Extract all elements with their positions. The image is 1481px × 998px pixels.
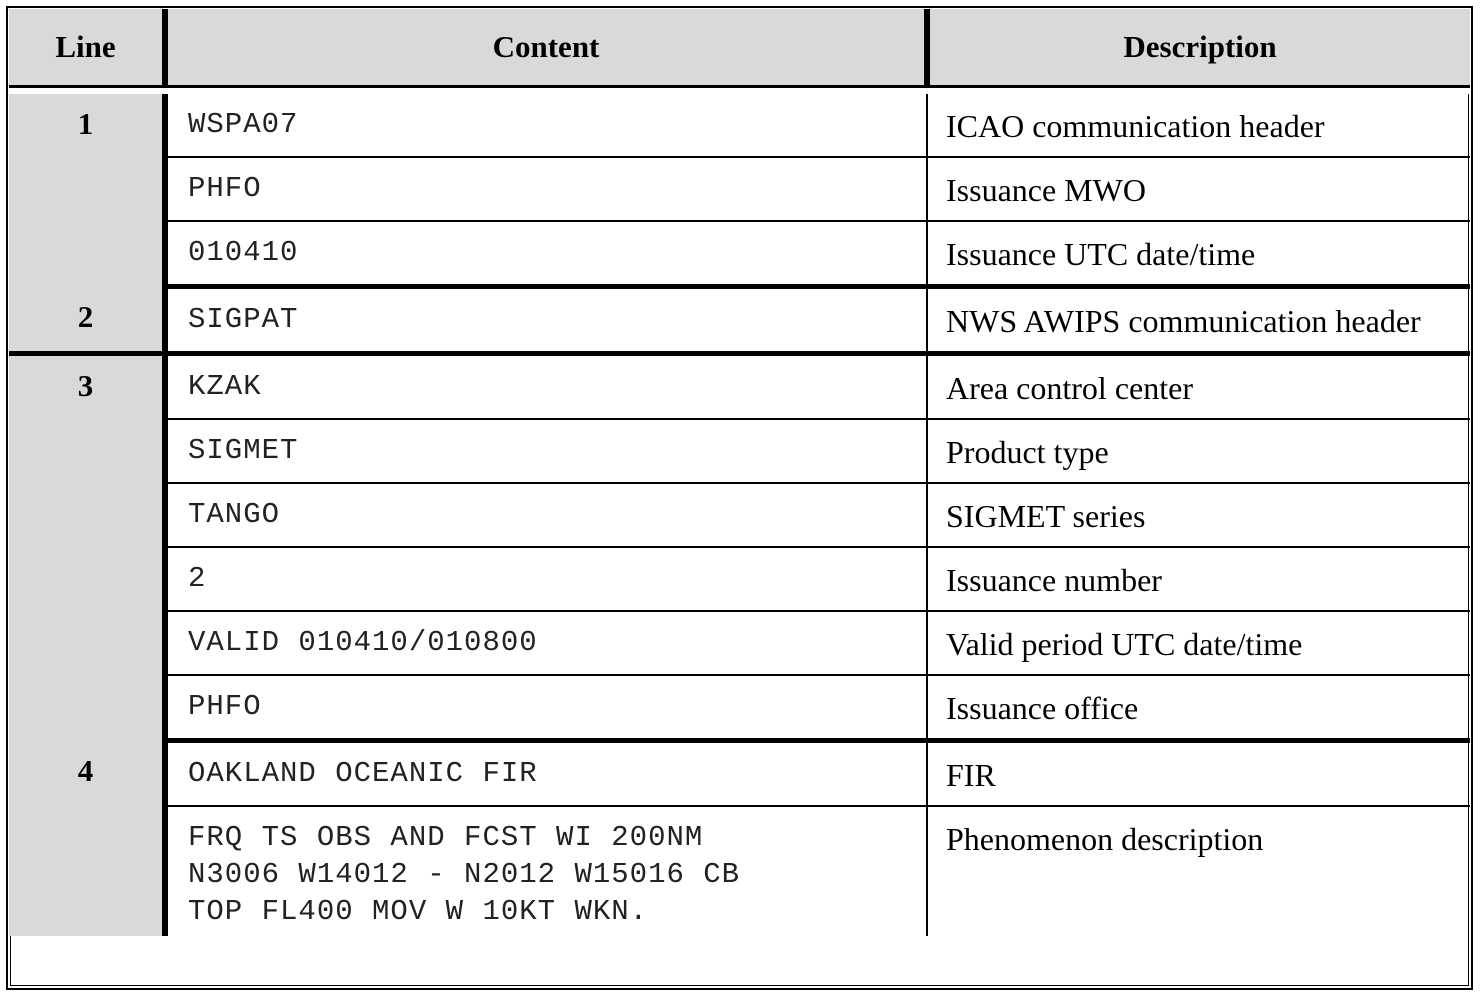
description-cell: ICAO communication header <box>927 94 1470 157</box>
line-number-cell: 2 <box>9 287 165 354</box>
table-row <box>9 287 1470 354</box>
table-row <box>9 675 1470 741</box>
table-row <box>9 419 1470 483</box>
header-line: Line <box>9 9 165 87</box>
content-cell: KZAK <box>165 354 927 420</box>
content-cell: 010410 <box>165 221 927 287</box>
description-cell: SIGMET series <box>927 483 1470 547</box>
content-cell: WSPA07 <box>165 94 927 157</box>
spacer-cell <box>9 87 1470 95</box>
description-cell: Issuance number <box>927 547 1470 611</box>
table-row <box>9 547 1470 611</box>
content-cell: 2 <box>165 547 927 611</box>
sigmet-table <box>9 9 1470 936</box>
content-cell: VALID 010410/010800 <box>165 611 927 675</box>
description-cell: Issuance UTC date/time <box>927 221 1470 287</box>
description-cell: Area control center <box>927 354 1470 420</box>
line-number-cell: 3 <box>9 354 165 741</box>
description-cell: Product type <box>927 419 1470 483</box>
line-number-cell: 4 <box>9 741 165 937</box>
content-cell: PHFO <box>165 157 927 221</box>
table-body <box>9 87 1470 937</box>
description-cell: Phenomenon description <box>946 821 1264 857</box>
table-row <box>9 354 1470 420</box>
description-cell: NWS AWIPS communication header <box>927 287 1470 354</box>
content-cell: FRQ TS OBS AND FCST WI 200NM N3006 W14012 - N2012 W15016 CB TOP FL400 MOV W 10KT WKN. <box>165 806 927 936</box>
description-cell: Issuance office <box>927 675 1470 741</box>
header-row <box>9 9 1470 87</box>
table-row <box>9 483 1470 547</box>
table-row <box>9 611 1470 675</box>
header-description: Description <box>927 9 1470 87</box>
header-spacer <box>9 87 1470 95</box>
table-row <box>9 221 1470 287</box>
table-row <box>9 806 1470 936</box>
table-row <box>9 94 1470 157</box>
content-cell: PHFO <box>165 675 927 741</box>
description-cell: Valid period UTC date/time <box>927 611 1470 675</box>
table-row <box>9 157 1470 221</box>
content-cell: OAKLAND OCEANIC FIR <box>165 741 927 807</box>
description-cell: Issuance MWO <box>927 157 1470 221</box>
content-cell: SIGMET <box>165 419 927 483</box>
content-cell: TANGO <box>165 483 927 547</box>
content-cell: SIGPAT <box>165 287 927 354</box>
description-cell: FIR <box>927 741 1470 807</box>
line-number-cell: 1 <box>9 94 165 287</box>
header-content: Content <box>165 9 927 87</box>
table-row <box>9 741 1470 807</box>
